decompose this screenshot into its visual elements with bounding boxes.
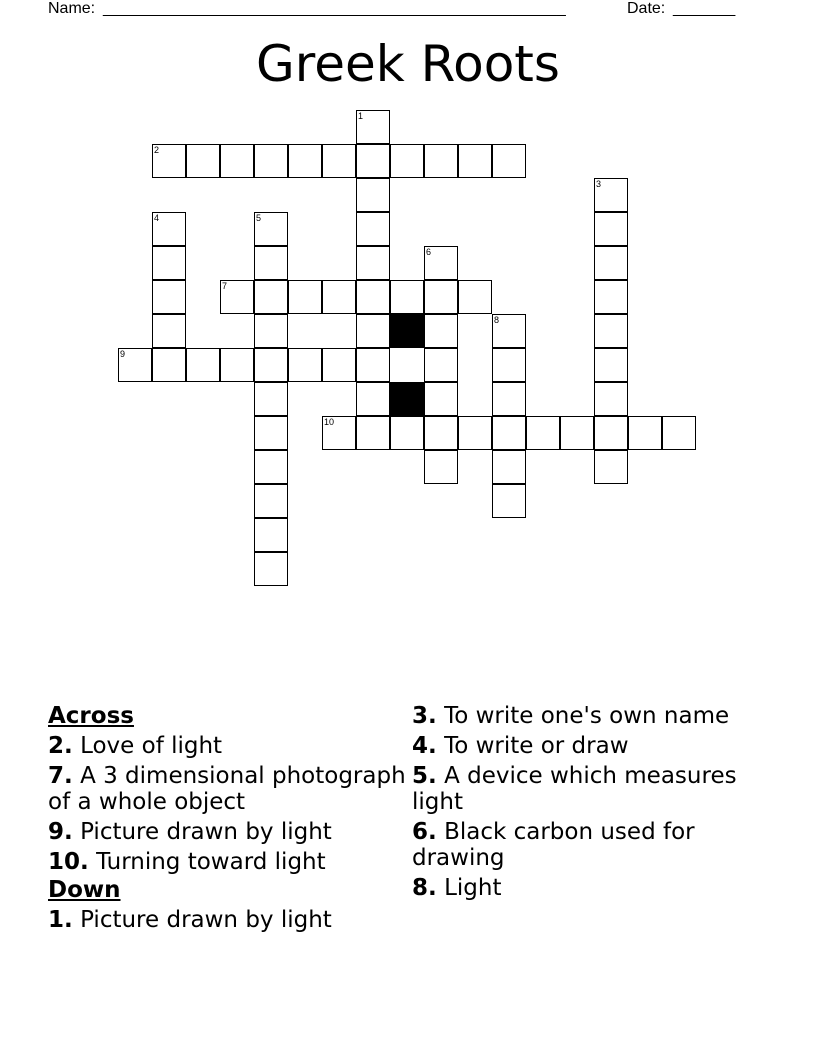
answer-cell[interactable] [594, 348, 628, 382]
clue-number: 4. [412, 733, 437, 759]
answer-cell[interactable] [594, 450, 628, 484]
answer-cell[interactable] [424, 450, 458, 484]
answer-cell[interactable] [594, 178, 628, 212]
answer-cell[interactable] [288, 348, 322, 382]
clue-text: Turning toward light [96, 849, 326, 875]
answer-cell[interactable] [322, 144, 356, 178]
answer-cell[interactable] [424, 416, 458, 450]
answer-cell[interactable] [424, 280, 458, 314]
clue-number: 8. [412, 875, 437, 901]
name-field[interactable]: ____________________________________________________ [103, 0, 566, 17]
answer-cell[interactable] [356, 212, 390, 246]
clue-down-6 [412, 819, 772, 871]
answer-cell[interactable] [458, 416, 492, 450]
answer-cell[interactable] [118, 348, 152, 382]
clue-number: 3. [412, 703, 437, 729]
clue-text: Black carbon used for drawing [412, 819, 695, 871]
answer-cell[interactable] [152, 314, 186, 348]
answer-cell[interactable] [356, 314, 390, 348]
clue-across-7 [48, 763, 408, 815]
answer-cell[interactable] [254, 416, 288, 450]
answer-cell[interactable] [254, 484, 288, 518]
clue-number: 2. [48, 733, 73, 759]
answer-cell[interactable] [254, 212, 288, 246]
answer-cell[interactable] [254, 144, 288, 178]
answer-cell[interactable] [356, 382, 390, 416]
clue-number-label: 10 [324, 417, 335, 427]
answer-cell[interactable] [220, 348, 254, 382]
clue-text: To write or draw [444, 733, 629, 759]
answer-cell[interactable] [322, 416, 356, 450]
answer-cell[interactable] [288, 144, 322, 178]
answer-cell[interactable] [424, 382, 458, 416]
answer-cell[interactable] [288, 280, 322, 314]
answer-cell[interactable] [594, 212, 628, 246]
answer-cell[interactable] [526, 416, 560, 450]
clue-down-8 [412, 875, 772, 901]
answer-cell[interactable] [594, 416, 628, 450]
answer-cell[interactable] [424, 314, 458, 348]
black-cell [390, 382, 424, 416]
answer-cell[interactable] [492, 348, 526, 382]
answer-cell[interactable] [254, 552, 288, 586]
answer-cell[interactable] [390, 144, 424, 178]
clues-right-column [412, 703, 772, 901]
answer-cell[interactable] [492, 314, 526, 348]
answer-cell[interactable] [254, 314, 288, 348]
answer-cell[interactable] [356, 246, 390, 280]
clue-number-label: 1 [358, 111, 364, 121]
answer-cell[interactable] [492, 450, 526, 484]
clue-number-label: 3 [596, 179, 602, 189]
answer-cell[interactable] [152, 246, 186, 280]
answer-cell[interactable] [424, 144, 458, 178]
answer-cell[interactable] [390, 280, 424, 314]
answer-cell[interactable] [492, 144, 526, 178]
answer-cell[interactable] [628, 416, 662, 450]
across-heading: Across [48, 703, 134, 729]
puzzle-title: Greek Roots [256, 35, 560, 93]
answer-cell[interactable] [152, 280, 186, 314]
clue-number-label: 7 [222, 281, 228, 291]
clue-number-label: 2 [154, 145, 160, 155]
answer-cell[interactable] [152, 348, 186, 382]
date-field[interactable]: _______ [673, 0, 736, 17]
answer-cell[interactable] [458, 280, 492, 314]
clue-across-10 [48, 849, 408, 875]
clue-text: A device which measures light [412, 763, 737, 815]
answer-cell[interactable] [424, 348, 458, 382]
clue-number: 6. [412, 819, 437, 845]
clue-down-3 [412, 703, 772, 729]
answer-cell[interactable] [356, 416, 390, 450]
answer-cell[interactable] [594, 246, 628, 280]
answer-cell[interactable] [594, 382, 628, 416]
clue-number-label: 5 [256, 213, 262, 223]
answer-cell[interactable] [356, 280, 390, 314]
answer-cell[interactable] [492, 484, 526, 518]
answer-cell[interactable] [220, 144, 254, 178]
clue-number-label: 8 [494, 315, 500, 325]
name-label: Name: [48, 0, 96, 17]
answer-cell[interactable] [152, 144, 186, 178]
answer-cell[interactable] [560, 416, 594, 450]
black-cell [390, 314, 424, 348]
answer-cell[interactable] [458, 144, 492, 178]
answer-cell[interactable] [356, 178, 390, 212]
clues-left-column [48, 703, 408, 933]
answer-cell[interactable] [254, 382, 288, 416]
answer-cell[interactable] [254, 450, 288, 484]
clue-down-1 [48, 907, 408, 933]
clue-number: 7. [48, 763, 73, 789]
worksheet-header [0, 0, 816, 22]
answer-cell[interactable] [254, 246, 288, 280]
clue-number: 5. [412, 763, 437, 789]
down-heading: Down [48, 877, 121, 903]
clue-number: 1. [48, 907, 73, 933]
answer-cell[interactable] [152, 212, 186, 246]
clue-number: 9. [48, 819, 73, 845]
clue-text: To write one's own name [444, 703, 730, 729]
answer-cell[interactable] [390, 416, 424, 450]
clue-text: Picture drawn by light [80, 907, 332, 933]
answer-cell[interactable] [424, 246, 458, 280]
answer-cell[interactable] [356, 110, 390, 144]
answer-cell[interactable] [322, 280, 356, 314]
clue-number-label: 4 [154, 213, 160, 223]
clue-number-label: 6 [426, 247, 432, 257]
clue-text: Love of light [80, 733, 223, 759]
answer-cell[interactable] [322, 348, 356, 382]
clue-down-4 [412, 733, 772, 759]
answer-cell[interactable] [254, 348, 288, 382]
date-label: Date: [627, 0, 666, 17]
answer-cell[interactable] [186, 348, 220, 382]
clue-across-9 [48, 819, 408, 845]
clue-number-label: 9 [120, 349, 126, 359]
answer-cell[interactable] [594, 280, 628, 314]
clue-text: Light [444, 875, 502, 901]
answer-cell[interactable] [356, 348, 390, 382]
clue-number: 10. [48, 849, 89, 875]
answer-cell[interactable] [356, 144, 390, 178]
answer-cell[interactable] [254, 280, 288, 314]
clue-across-2 [48, 733, 408, 759]
answer-cell[interactable] [220, 280, 254, 314]
answer-cell[interactable] [186, 144, 220, 178]
answer-cell[interactable] [492, 382, 526, 416]
answer-cell[interactable] [594, 314, 628, 348]
clue-text: Picture drawn by light [80, 819, 332, 845]
answer-cell[interactable] [662, 416, 696, 450]
clue-down-5 [412, 763, 772, 815]
answer-cell[interactable] [492, 416, 526, 450]
answer-cell[interactable] [254, 518, 288, 552]
clue-text: A 3 dimensional photograph of a whole object [48, 763, 406, 815]
